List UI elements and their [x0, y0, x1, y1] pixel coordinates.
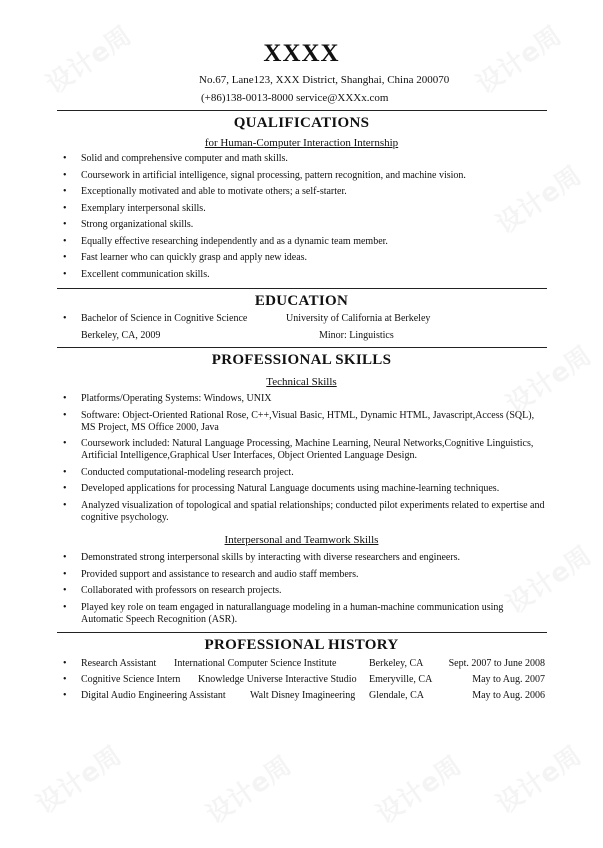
qualifications-subtitle: for Human-Computer Interaction Internship	[204, 137, 399, 149]
watermark: 设计e周	[491, 740, 588, 821]
watermark: 设计e周	[471, 20, 568, 101]
skills-heading: PROFESSIONAL SKILLS	[211, 352, 392, 368]
technical-skills-list	[57, 393, 547, 528]
watermark: 设计e周	[371, 750, 468, 831]
watermark: 设计e周	[501, 340, 598, 421]
bullet: •	[63, 674, 67, 685]
list-item: • Software: Object-Oriented Rational Rose, C++,Visual Basic, HTML, Dynamic HTML, Javascript,Access (SQL), MS Project, MS Office 2000, Java	[57, 410, 547, 434]
education-school: University of California at Berkeley	[286, 313, 431, 324]
interpersonal-skills-subtitle: Interpersonal and Teamwork Skills	[224, 534, 379, 546]
list-item: • Demonstrated strong interpersonal skills by interacting with diverse researchers and engineers.	[57, 552, 547, 564]
history-dates: May to Aug. 2006	[472, 690, 545, 701]
divider	[57, 347, 547, 348]
list-item: • Played key role on team engaged in naturallanguage modeling in a human-machine communication using Automatic Speech Recognition (ASR).	[57, 602, 547, 626]
history-row	[57, 658, 547, 672]
list-item: • Exemplary interpersonal skills.	[57, 203, 547, 215]
education-heading: EDUCATION	[254, 293, 349, 309]
education-location: Berkeley, CA, 2009	[81, 330, 161, 341]
history-role: Research Assistant	[81, 658, 157, 669]
history-role: Digital Audio Engineering Assistant	[81, 690, 226, 701]
watermark: 设计e周	[501, 540, 598, 621]
list-item: • Excellent communication skills.	[57, 269, 547, 281]
watermark: 设计e周	[41, 20, 138, 101]
list-item: • Developed applications for processing Natural Language documents using machine-learning techniques.	[57, 483, 547, 495]
watermark: 设计e周	[491, 160, 588, 241]
history-dates: Sept. 2007 to June 2008	[448, 658, 545, 669]
divider	[57, 632, 547, 633]
history-place: Berkeley, CA	[369, 658, 424, 669]
bullet: •	[63, 658, 67, 669]
watermark: 设计e周	[201, 750, 298, 831]
education-degree: Bachelor of Science in Cognitive Science	[81, 313, 248, 324]
list-item: • Platforms/Operating Systems: Windows, UNIX	[57, 393, 547, 405]
list-item: • Coursework included: Natural Language Processing, Machine Learning, Neural Networks,Cognitive Linguistics, Artificial Intelligence,Graphical User Interfaces, Object Oriented Language Design.	[57, 438, 547, 462]
list-item: • Coursework in artificial intelligence, signal processing, pattern recognition, and machine vision.	[57, 170, 547, 182]
list-item: • Conducted computational-modeling research project.	[57, 467, 547, 479]
divider	[57, 288, 547, 289]
list-item: • Analyzed visualization of topological and spatial relationships; conducted pilot experiments related to expertise and cognitive psychology.	[57, 500, 547, 524]
history-org: Walt Disney Imagineering	[250, 690, 356, 701]
qualifications-list	[57, 153, 547, 285]
education-row	[57, 313, 547, 327]
history-role: Cognitive Science Intern	[81, 674, 181, 685]
list-item: • Solid and comprehensive computer and math skills.	[57, 153, 547, 165]
education-row	[57, 330, 547, 344]
history-place: Glendale, CA	[369, 690, 424, 701]
resume-name: XXXX	[263, 40, 340, 67]
history-heading: PROFESSIONAL HISTORY	[204, 637, 399, 653]
watermark: 设计e周	[31, 740, 128, 821]
divider	[57, 110, 547, 111]
history-row	[57, 690, 547, 704]
bullet: •	[63, 313, 67, 324]
technical-skills-subtitle: Technical Skills	[266, 376, 337, 388]
history-row	[57, 674, 547, 688]
contact-line: (+86)138-0013-8000 service@XXXx.com	[201, 92, 389, 104]
education-minor: Minor: Linguistics	[319, 330, 394, 341]
list-item: • Provided support and assistance to research and audio staff members.	[57, 569, 547, 581]
list-item: • Fast learner who can quickly grasp and apply new ideas.	[57, 252, 547, 264]
bullet: •	[63, 690, 67, 701]
list-item: • Strong organizational skills.	[57, 219, 547, 231]
history-org: Knowledge Universe Interactive Studio	[198, 674, 357, 685]
history-dates: May to Aug. 2007	[472, 674, 545, 685]
qualifications-heading: QUALIFICATIONS	[233, 115, 370, 131]
list-item: • Collaborated with professors on research projects.	[57, 585, 547, 597]
list-item: • Exceptionally motivated and able to motivate others; a self-starter.	[57, 186, 547, 198]
address-line: No.67, Lane123, XXX District, Shanghai, China 200070	[199, 74, 450, 86]
list-item: • Equally effective researching independently and as a dynamic team member.	[57, 236, 547, 248]
history-place: Emeryville, CA	[369, 674, 433, 685]
history-org: International Computer Science Institute	[174, 658, 337, 669]
interpersonal-skills-list	[57, 552, 547, 630]
